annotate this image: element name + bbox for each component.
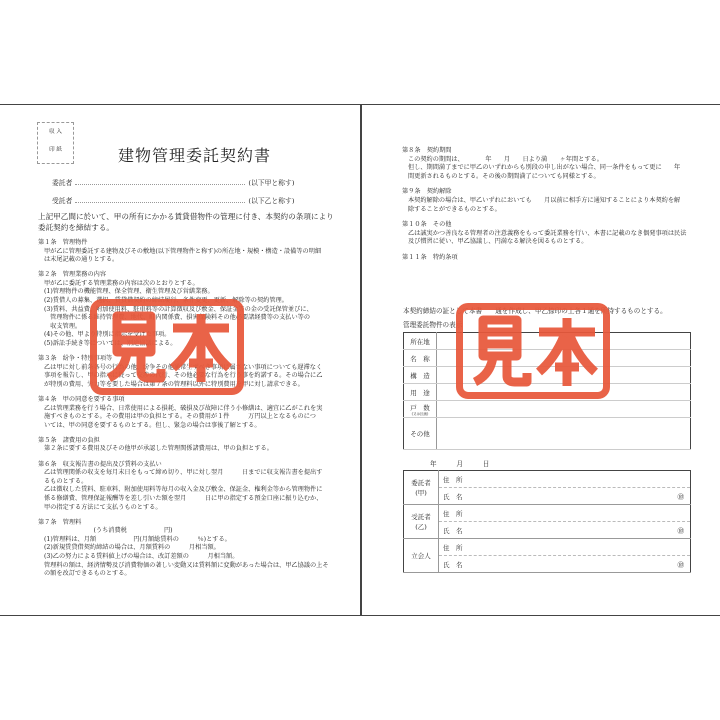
trustee-field[interactable] [75,202,245,203]
article-heading: 第５条 諸費用の負担 [38,436,100,444]
preamble [38,211,334,233]
article-line: 施すべきものとする。その費用は甲の負担とする。その費用が１件 万円以上となるものにつ [44,413,316,421]
left-articles [38,239,329,585]
article-line: いては、甲の同意を要するものとする。但し、緊急の場合は事後了解とする。 [44,421,261,429]
units-note: (又は区画) [411,411,429,416]
article-line: (1)管理物件の機能管理、保全管理、衛生管理及び営繕業務。 [44,288,214,296]
right-articles [402,147,686,270]
right-page [361,104,720,616]
seal-icon: ㊞ [677,561,684,569]
property-label: その他 [410,430,430,438]
consignor-label: 委託者 [52,179,73,187]
article-line: 甲が乙に委託する管理業務の内容は次のとおりとする。 [44,279,199,287]
property-label: 名 称 [410,354,430,363]
signer-label-cell [404,471,439,505]
article-line: 乙は管理業務を行う場合、日常使用による損耗、破損及び故障に伴う小修繕は、適宜に乙がこれを実 [44,404,323,412]
signer-name-row [404,522,691,539]
address-label: 住 所 [443,475,463,484]
article-line: が特別の費用、労力等を要した場合は第７条の管理料以外に特別費用を甲に対し請求できる。 [44,380,304,388]
property-row [404,418,691,450]
sample-stamp [90,299,244,395]
revenue-stamp-box [37,122,74,164]
signer-label-cell [404,505,439,539]
signer-label: 委託者 [411,478,431,487]
signer-name-row [404,488,691,505]
property-label: 構 造 [410,371,430,380]
trustee-label: 受託者 [52,197,73,205]
left-page [0,104,361,616]
article-heading: 第７条 管理料 [38,518,82,526]
trustee-line [52,195,322,205]
name-label: 氏 名 [443,560,463,569]
article-heading: 第２条 管理業務の内容 [38,271,107,279]
signer-sublabel: (乙) [415,522,427,531]
article-line: 及び慣習に従い、甲乙協議し、円満なる解決を図るものとする。 [408,238,588,246]
article-line: 除することができるものとする。 [408,205,501,213]
article-heading: 第１０条 その他 [402,221,452,229]
article-line: 第２条に要する費用及びその他甲が承認した管理関係諸費用は、甲の負担とする。 [44,445,273,453]
property-heading: 管理委託物件の表示 [403,321,463,329]
stamp-stroke-ken-box [483,320,517,356]
address-field[interactable] [439,505,691,522]
article-line: は末尾記載の通りとする。 [44,256,119,264]
sample-stamp-lettering [97,306,237,388]
signer-label: 受託者 [411,512,431,521]
article-line: 甲が乙に管理委託する建物及びその敷地(以下管理物件と称す)の所在地・規模・構造・設備等の明細 [44,247,322,255]
article-line: 但し、期間満了までに甲乙のいずれからも別段の申し出がない場合、同一条件をもって更に 年 [408,164,681,172]
article-line: 乙は徴収した賃料、駐車料、附加使用料等毎月の収入金及び敷金、保証金、権利金等から管理物件に [44,486,323,494]
name-label: 氏 名 [443,492,463,501]
signer-label: 立会人 [411,551,431,560]
article-line: 事項を報告し、甲の指示に従って交渉の代行、その他必要な行為を行う事を約諾する。その場合に乙 [44,372,323,380]
consignor-field[interactable] [75,184,245,185]
consignor-suffix: (以下甲と称す) [248,179,295,187]
address-field[interactable] [439,471,691,488]
signer-address-row [404,505,691,522]
name-label: 氏 名 [443,526,463,535]
property-value-field[interactable] [437,401,691,418]
article-line: (4)その他、甲より特別に指示を受けた事項。 [44,331,171,339]
trustee-suffix: (以下乙と称す) [248,197,295,205]
article-line: 係る修繕費、管理保証報酬等を差し引いた額を翌月 日に甲の指定する預金口座に振り込むか、 [44,494,323,502]
signer-sublabel: (甲) [415,488,427,497]
article [402,188,686,214]
article-heading: 第１条 管理物件 [38,239,88,246]
article-line: 管理物件に係る維持管理費、地代、町内関係費、損害保険料その他必要諸経費等の支払い等の [44,314,311,322]
article-line: (1)管理料は、月額 円(月額総賃料の ％)とする。 [44,535,231,543]
seal-icon: ㊞ [677,493,684,501]
property-row [404,401,691,418]
article-line: (うち消費税 円) [44,527,173,535]
article-line: るものとする。 [44,477,88,485]
article-heading: 第４条 甲の同意を要する事項 [38,396,125,403]
article-heading: 第９条 契約解除 [402,188,452,196]
property-label-cell [404,384,437,401]
article [402,221,686,247]
revenue-stamp-label: 収 入 [49,129,62,135]
address-label: 住 所 [443,543,463,552]
article-line: (2)賃借人の募集、選択、賃貸借契約の締結履行、条件変更、更新、解除等の契約管理。 [44,297,288,305]
seal-icon: ㊞ [677,527,684,535]
article-line: 乙は甲に対し前条各号の行為の他、紛争その他通常生ずべき事項に属さない事項についても遅滞なく [44,363,323,371]
signer-address-row [404,539,691,556]
article-line: 乙は管理関係の収支を毎月末日をもって締め切り、甲に対し翌月 日までに収支報告書を提出す [44,469,323,477]
article [38,437,329,454]
consignor-line [52,177,322,187]
property-label: 所在地 [410,337,430,346]
address-field[interactable] [439,539,691,556]
property-label: 用 途 [410,388,430,397]
article [38,461,329,513]
signer-label-cell [404,539,439,573]
document-title: 建物管理委託契約書 [118,146,272,165]
article-line: (3)賃料、共益費、附加使用料、駐車料等の計算徴収及び敷金、保証金等の金の受託保管並びに、 [44,305,313,313]
article-line: 本契約解除の場合は、甲乙いずれにおいても 月以前に相手方に通知することにより本契約を解 [408,196,681,204]
article-line: (2)新規賃貸借契約締結の場合は、月額賃料の 月相当額。 [44,544,220,552]
article [38,396,329,430]
property-label-cell [404,401,437,418]
article [38,519,329,579]
revenue-stamp-label: 印 紙 [49,147,62,153]
property-label: 戸 数 [410,403,430,412]
article-line: (3)乙の努力による賃料値上げの場合は、改訂差額の 月相当額。 [44,553,239,560]
article [402,147,686,181]
name-field[interactable] [439,488,691,505]
preamble-line: 委託契約を締結する。 [38,223,114,232]
article-heading: 第１１条 特約条項 [402,253,458,261]
article [402,254,686,263]
article-line: 乙は誠実かつ善良なる管理者の注意義務をもって委託業務を行い、本書に記載のなき偶発事項は民法 [408,229,687,237]
address-label: 住 所 [443,509,463,518]
property-value-field[interactable] [437,418,691,450]
property-label-cell [404,418,437,450]
article-line: 間更新されるものとする。その後の期間満了についても同様とする。 [408,172,600,180]
property-label-cell [404,333,437,350]
stamp-stroke-ken-box [117,316,151,352]
article [38,239,329,265]
date-line: 年 月 日 [430,460,490,468]
signature-table [403,470,691,573]
article-line: (5)訴訟手続き等については、別途協議による。 [44,340,177,348]
closing-statement: 本契約締結の証として本書 通を作成し、甲乙捺印の上各１通を所持するものとする。 [403,307,667,315]
sample-stamp-lettering [463,310,603,392]
article-line: 収支管理。 [44,322,82,330]
signer-address-row [404,471,691,488]
sample-stamp [456,303,610,399]
article-line: 管理料の額は、経済情勢及び消費物価の著しい変動又は賃料額に変動があった場合は、甲乙協議の上そ [44,561,329,569]
article-heading: 第３条 紛争・特別事項等 [38,355,113,363]
article-heading: 第８条 契約期間 [402,147,452,154]
article-line: この契約の期間は、 年 月 日より満 ヶ年間とする。 [408,155,603,163]
name-field[interactable] [439,522,691,539]
preamble-line: 上記甲乙間に於いて、甲の所有にかかる賃貸借物件の管理に付き、本契約の条項により [38,212,334,221]
article-heading: 第６条 収支報告書の提出及び賃料の支払い [38,460,162,468]
article-line: の額を改訂できるものとする。 [44,570,131,578]
name-field[interactable] [439,556,691,573]
article-line: 甲の指定する方法にて支払うものとする。 [44,503,162,511]
property-label-cell [404,350,437,367]
property-label-cell [404,367,437,384]
signer-name-row [404,556,691,573]
